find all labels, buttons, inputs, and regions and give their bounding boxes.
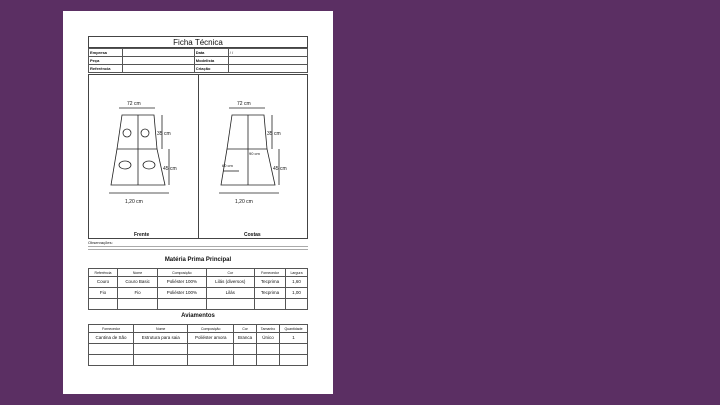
front-top-dim: 72 cm <box>127 101 141 107</box>
back-pocket-dim: 60 cm <box>222 163 233 168</box>
table-cell: Couro Basic <box>118 277 158 288</box>
header-label: Empresa <box>89 49 123 57</box>
column-header: Composição <box>158 269 206 277</box>
empty-cell <box>255 299 286 310</box>
tech-sheet-page <box>63 11 333 394</box>
table-cell: Branca <box>234 333 257 344</box>
column-header: Tamanho <box>256 325 279 333</box>
table-cell: Lilás (diversos) <box>206 277 254 288</box>
aviamentos-title: Aviamentos <box>181 313 215 319</box>
empty-cell <box>234 355 257 366</box>
empty-cell <box>89 299 118 310</box>
front-label: Frente <box>134 232 150 238</box>
table-cell: Cantina de São <box>89 333 134 344</box>
header-value[interactable] <box>123 57 195 65</box>
empty-row <box>89 344 308 355</box>
empty-row <box>89 355 308 366</box>
empty-cell <box>89 344 134 355</box>
header-label: Peça <box>89 57 123 65</box>
materia-title: Matéria Prima Principal <box>164 257 232 263</box>
front-side-dim: 35 cm <box>157 131 171 137</box>
column-header: Nome <box>118 269 158 277</box>
header-value[interactable] <box>123 65 195 73</box>
table-cell: Poliéster 100% <box>158 277 206 288</box>
header-label2: Modelista <box>194 57 228 65</box>
header-label2: Data <box>194 49 228 57</box>
empty-cell <box>286 299 308 310</box>
back-lower-dim: 45 cm <box>273 166 287 172</box>
table-cell: Estrutura para saia <box>134 333 188 344</box>
column-header: Cor <box>206 269 254 277</box>
column-header: Referência <box>89 269 118 277</box>
front-lower-dim: 45 cm <box>163 166 177 172</box>
table-cell: Poliéster 100% <box>158 288 206 299</box>
column-header: Composição <box>188 325 234 333</box>
table-cell: Fio <box>89 288 118 299</box>
sheet-title: Ficha Técnica <box>88 36 308 48</box>
table-header-row <box>89 269 308 277</box>
empty-cell <box>256 344 279 355</box>
back-top-dim: 72 cm <box>237 101 251 107</box>
drawing-area <box>88 74 308 239</box>
empty-cell <box>89 355 134 366</box>
table-cell: 1,00 <box>286 288 308 299</box>
table-row <box>89 288 308 299</box>
table-cell: Fio <box>118 288 158 299</box>
header-value2[interactable]: / / <box>228 49 307 57</box>
empty-cell <box>234 344 257 355</box>
empty-cell <box>188 355 234 366</box>
header-label: Referência <box>89 65 123 73</box>
empty-cell <box>206 299 254 310</box>
table-cell: Único <box>256 333 279 344</box>
empty-cell <box>134 344 188 355</box>
table-cell: Lilás <box>206 288 254 299</box>
column-header: Fornecedor <box>89 325 134 333</box>
empty-cell <box>134 355 188 366</box>
table-header-row <box>89 325 308 333</box>
back-side-dim: 35 cm <box>267 131 281 137</box>
table-cell: Couro <box>89 277 118 288</box>
header-fields-table <box>88 48 308 73</box>
header-row <box>89 49 308 57</box>
header-row <box>89 65 308 73</box>
column-header: Largura <box>286 269 308 277</box>
table-row <box>89 277 308 288</box>
empty-row <box>89 299 308 310</box>
column-header: Cor <box>234 325 257 333</box>
column-header: Quantidade <box>280 325 308 333</box>
header-value[interactable] <box>123 49 195 57</box>
header-value2[interactable] <box>228 65 307 73</box>
header-label2: Criação <box>194 65 228 73</box>
empty-cell <box>256 355 279 366</box>
table-cell: Poliéster amora <box>188 333 234 344</box>
observations-label: Observações: <box>88 240 308 247</box>
table-cell: Tecprima <box>255 277 286 288</box>
column-header: Fornecedor <box>255 269 286 277</box>
column-header: Nome <box>134 325 188 333</box>
header-value2[interactable] <box>228 57 307 65</box>
front-skirt-sketch <box>109 108 169 193</box>
table-row <box>89 333 308 344</box>
back-label: Costas <box>244 232 261 238</box>
table-cell: 1 <box>280 333 308 344</box>
empty-cell <box>158 299 206 310</box>
empty-cell <box>118 299 158 310</box>
materia-table <box>88 268 308 310</box>
empty-cell <box>188 344 234 355</box>
empty-cell <box>280 355 308 366</box>
back-bottom-dim: 1,20 cm <box>235 199 253 205</box>
table-cell: Tecprima <box>255 288 286 299</box>
empty-cell <box>280 344 308 355</box>
skirt-sketches <box>89 75 309 240</box>
back-pocket2-dim: 90 cm <box>249 151 260 156</box>
aviamentos-table <box>88 324 308 366</box>
table-cell: 1,60 <box>286 277 308 288</box>
header-row <box>89 57 308 65</box>
front-bottom-dim: 1,20 cm <box>125 199 143 205</box>
observations-line <box>88 249 308 250</box>
